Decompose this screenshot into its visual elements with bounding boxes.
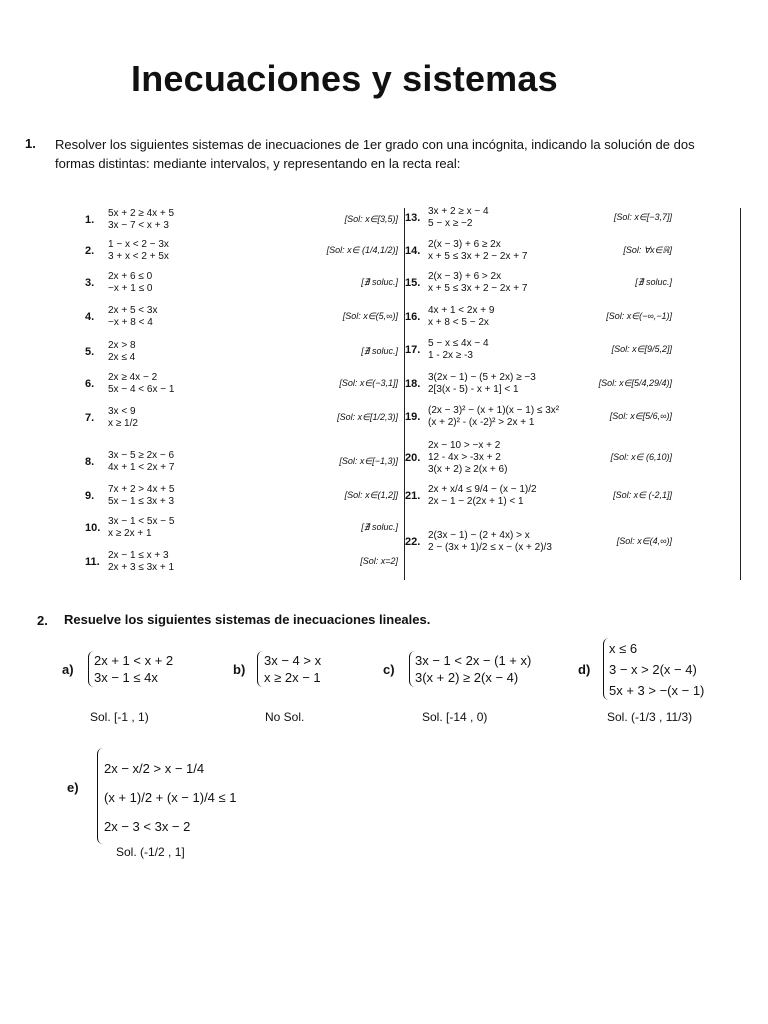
page-title: Inecuaciones y sistemas bbox=[131, 58, 558, 99]
exercise-number: 5. bbox=[85, 346, 95, 358]
system-a-eq2: 3x − 1 ≤ 4x bbox=[94, 670, 158, 685]
system-c-eq1: 3x − 1 < 2x − (1 + x) bbox=[415, 653, 532, 668]
exercise-solution: [∄ soluc.] bbox=[361, 346, 398, 356]
system-a bbox=[94, 652, 173, 686]
inequality: 4x + 1 < 2x + 7 bbox=[108, 462, 175, 473]
inequality-system bbox=[428, 239, 527, 263]
system-b-label: b) bbox=[233, 662, 246, 677]
exercise-solution: [Sol: x∈(−3,1]] bbox=[339, 378, 398, 388]
exercise-solution: [Sol: x∈[3,5)] bbox=[344, 214, 398, 224]
system-e-label: e) bbox=[67, 780, 79, 795]
inequality-system bbox=[108, 208, 174, 232]
inequality-system bbox=[108, 271, 152, 295]
exercise-solution: [Sol: x∈(−∞,−1)] bbox=[606, 311, 672, 321]
system-d-label: d) bbox=[578, 662, 591, 677]
inequality-system bbox=[108, 305, 157, 329]
inequality: 7x + 2 > 4x + 5 bbox=[108, 484, 175, 495]
system-e-brace bbox=[97, 748, 104, 844]
inequality: x ≥ 1/2 bbox=[108, 418, 138, 429]
exercise-number: 9. bbox=[85, 490, 95, 502]
inequality: 2x > 8 bbox=[108, 340, 136, 351]
inequality: 5 − x ≤ 4x − 4 bbox=[428, 338, 489, 349]
inequality-system bbox=[108, 516, 174, 540]
inequality: 2(x − 3) + 6 ≥ 2x bbox=[428, 239, 501, 250]
inequality-system bbox=[108, 340, 136, 364]
exercise-number: 6. bbox=[85, 378, 95, 390]
exercise-number: 18. bbox=[405, 378, 421, 390]
inequality: 2x + 5 < 3x bbox=[108, 305, 158, 316]
question-1-number: 1. bbox=[25, 136, 36, 151]
exercise-number: 21. bbox=[405, 490, 421, 502]
inequality-system bbox=[428, 440, 507, 476]
question-2-number: 2. bbox=[37, 613, 48, 628]
inequality: 2x + 6 ≤ 0 bbox=[108, 271, 153, 282]
inequality-system bbox=[108, 372, 174, 396]
inequality: 2x − 1 − 2(2x + 1) < 1 bbox=[428, 496, 524, 507]
inequality: x + 5 ≤ 3x + 2 − 2x + 7 bbox=[428, 283, 528, 294]
inequality: 4x + 1 < 2x + 9 bbox=[428, 305, 495, 316]
exercise-number: 2. bbox=[85, 245, 95, 257]
inequality: 2x ≤ 4 bbox=[108, 352, 136, 363]
exercise-solution: [∄ soluc.] bbox=[361, 277, 398, 287]
inequality: 2x + 3 ≤ 3x + 1 bbox=[108, 562, 175, 573]
system-c-label: c) bbox=[383, 662, 395, 677]
exercise-number: 7. bbox=[85, 412, 95, 424]
inequality: 2x + x/4 ≤ 9/4 − (x − 1)/2 bbox=[428, 484, 537, 495]
exercise-number: 15. bbox=[405, 277, 421, 289]
exercise-solution: [Sol: ∀x∈ℝ] bbox=[623, 245, 672, 255]
inequality-system bbox=[428, 206, 489, 230]
inequality-system bbox=[108, 550, 174, 574]
exercise-number: 8. bbox=[85, 456, 95, 468]
exercise-number: 4. bbox=[85, 311, 95, 323]
exercise-number: 3. bbox=[85, 277, 95, 289]
exercise-solution: [Sol: x∈(5,∞)] bbox=[342, 311, 398, 321]
exercise-number: 10. bbox=[85, 522, 101, 534]
exercise-solution: [Sol: x∈[−3,7]] bbox=[613, 212, 672, 222]
inequality: 2 − (3x + 1)/2 ≤ x − (x + 2)/3 bbox=[428, 542, 552, 553]
inequality-system bbox=[428, 372, 536, 396]
exercise-number: 13. bbox=[405, 212, 421, 224]
inequality: x + 8 < 5 − 2x bbox=[428, 317, 489, 328]
inequality: 1 − x < 2 − 3x bbox=[108, 239, 169, 250]
right-border-line bbox=[740, 208, 741, 580]
inequality: 2x − 1 ≤ x + 3 bbox=[108, 550, 169, 561]
inequality: 3x − 1 < 5x − 5 bbox=[108, 516, 175, 527]
inequality: 3(2x − 1) − (5 + 2x) ≥ −3 bbox=[428, 372, 536, 383]
inequality: 3 + x < 2 + 5x bbox=[108, 251, 169, 262]
inequality-system bbox=[428, 271, 527, 295]
inequality-system bbox=[108, 239, 169, 263]
inequality: −x + 8 < 4 bbox=[108, 317, 153, 328]
exercise-solution: [Sol: x∈(4,∞)] bbox=[616, 536, 672, 546]
inequality-system bbox=[428, 484, 537, 508]
exercise-solution: [Sol: x∈(1,2]] bbox=[344, 490, 398, 500]
exercise-solution: [Sol: x∈ (1/4,1/2)] bbox=[326, 245, 398, 255]
question-1-text-line2: formas distintas: mediante intervalos, y representando en la recta real: bbox=[55, 156, 461, 171]
system-c-solution: Sol. [-14 , 0) bbox=[422, 710, 488, 724]
system-d-solution: Sol. (-1/3 , 11/3) bbox=[607, 710, 693, 724]
inequality: 5x − 1 ≤ 3x + 3 bbox=[108, 496, 175, 507]
inequality: 2[3(x - 5) - x + 1] < 1 bbox=[428, 384, 519, 395]
inequality-system bbox=[428, 305, 494, 329]
inequality: 3x − 7 < x + 3 bbox=[108, 220, 169, 231]
system-e-eq2: (x + 1)/2 + (x − 1)/4 ≤ 1 bbox=[104, 790, 237, 805]
exercise-number: 11. bbox=[85, 556, 100, 568]
inequality: 2(3x − 1) − (2 + 4x) > x bbox=[428, 530, 530, 541]
exercise-solution: [Sol: x∈[−1,3)] bbox=[339, 456, 398, 466]
system-e-eq1: 2x − x/2 > x − 1/4 bbox=[104, 761, 205, 776]
system-e bbox=[104, 754, 237, 841]
system-b-eq2: x ≥ 2x − 1 bbox=[264, 670, 321, 685]
exercise-number: 16. bbox=[405, 311, 421, 323]
system-b bbox=[264, 652, 321, 686]
inequality-system bbox=[428, 338, 489, 362]
inequality: −x + 1 ≤ 0 bbox=[108, 283, 153, 294]
exercise-number: 1. bbox=[85, 214, 95, 226]
inequality: x ≥ 2x + 1 bbox=[108, 528, 152, 539]
system-b-solution: No Sol. bbox=[265, 710, 305, 724]
inequality: x + 5 ≤ 3x + 2 − 2x + 7 bbox=[428, 251, 528, 262]
inequality: 2x ≥ 4x − 2 bbox=[108, 372, 158, 383]
system-e-solution: Sol. (-1/2 , 1] bbox=[116, 845, 185, 859]
exercise-solution: [Sol: x∈[1/2,3)] bbox=[337, 412, 398, 422]
exercise-solution: [Sol: x∈[5/4,29/4)] bbox=[598, 378, 672, 388]
system-d-eq3: 5x + 3 > −(x − 1) bbox=[609, 683, 705, 698]
inequality-system bbox=[108, 450, 174, 474]
system-a-eq1: 2x + 1 < x + 2 bbox=[94, 653, 174, 668]
inequality: 2x − 10 > −x + 2 bbox=[428, 440, 501, 451]
inequality: 5 − x ≥ −2 bbox=[428, 218, 473, 229]
system-d-eq2: 3 − x > 2(x − 4) bbox=[609, 662, 697, 677]
exercise-number: 14. bbox=[405, 245, 421, 257]
exercise-solution: [Sol: x∈[9/5,2]] bbox=[611, 344, 672, 354]
exercise-solution: [∄ soluc.] bbox=[635, 277, 672, 287]
question-1-text-line1: Resolver los siguientes sistemas de inecuaciones de 1er grado con una incógnita, indicando la solución de dos bbox=[55, 137, 695, 152]
inequality: (x + 2)² - (x -2)² > 2x + 1 bbox=[428, 417, 535, 428]
inequality: 3x − 5 ≥ 2x − 6 bbox=[108, 450, 175, 461]
system-a-solution: Sol. [-1 , 1) bbox=[90, 710, 149, 724]
inequality-system bbox=[428, 405, 559, 429]
exercise-number: 19. bbox=[405, 411, 421, 423]
inequality: 1 - 2x ≥ -3 bbox=[428, 350, 473, 361]
inequality: 3x + 2 ≥ x − 4 bbox=[428, 206, 489, 217]
exercise-solution: [Sol: x∈[5/6,∞)] bbox=[609, 411, 672, 421]
inequality-system bbox=[108, 406, 138, 430]
question-1-text bbox=[55, 135, 755, 173]
system-c-eq2: 3(x + 2) ≥ 2(x − 4) bbox=[415, 670, 519, 685]
exercise-solution: [Sol: x∈ (-2,1]] bbox=[613, 490, 672, 500]
exercise-number: 22. bbox=[405, 536, 421, 548]
inequality-system bbox=[108, 484, 174, 508]
system-a-label: a) bbox=[62, 662, 74, 677]
inequality: 5x − 4 < 6x − 1 bbox=[108, 384, 175, 395]
exercise-solution: [Sol: x∈ (6,10)] bbox=[610, 452, 672, 462]
exercise-solution: [Sol: x=2] bbox=[360, 556, 398, 566]
column-divider bbox=[404, 208, 405, 580]
inequality: 5x + 2 ≥ 4x + 5 bbox=[108, 208, 175, 219]
system-d-eq1: x ≤ 6 bbox=[609, 641, 638, 656]
inequality: (2x − 3)² − (x + 1)(x − 1) ≤ 3x² bbox=[428, 405, 560, 416]
inequality-system bbox=[428, 530, 552, 554]
system-b-brace bbox=[257, 651, 264, 687]
inequality: 3x < 9 bbox=[108, 406, 136, 417]
inequality: 2(x − 3) + 6 > 2x bbox=[428, 271, 502, 282]
system-e-eq3: 2x − 3 < 3x − 2 bbox=[104, 819, 191, 834]
inequality: 3(x + 2) ≥ 2(x + 6) bbox=[428, 464, 508, 475]
system-d bbox=[609, 638, 704, 701]
inequality: 12 - 4x > -3x + 2 bbox=[428, 452, 501, 463]
system-b-eq1: 3x − 4 > x bbox=[264, 653, 322, 668]
exercise-number: 17. bbox=[405, 344, 421, 356]
question-2-text: Resuelve los siguientes sistemas de inecuaciones lineales. bbox=[64, 612, 431, 627]
exercise-solution: [∄ soluc.] bbox=[361, 522, 398, 532]
system-c bbox=[415, 652, 531, 686]
exercise-number: 20. bbox=[405, 452, 421, 464]
